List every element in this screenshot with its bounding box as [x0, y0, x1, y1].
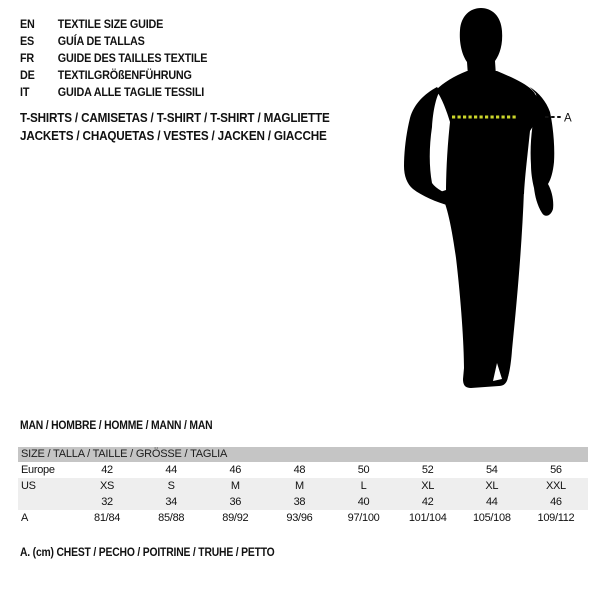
- size-cell: 93/96: [286, 512, 313, 524]
- table-row-europe: [18, 462, 588, 478]
- size-cell: 46: [229, 464, 242, 476]
- size-cell: XL: [485, 480, 499, 492]
- language-code: EN: [20, 17, 35, 31]
- language-code: DE: [20, 68, 35, 82]
- language-text: TEXTILGRÖßENFÜHRUNG: [57, 68, 192, 82]
- size-cell: 81/84: [94, 512, 121, 524]
- size-cell: 36: [229, 496, 242, 508]
- size-cell: 52: [421, 464, 434, 476]
- size-cell: S: [167, 480, 175, 492]
- size-cell: 89/92: [222, 512, 249, 524]
- language-text: GUIDE DES TAILLES TEXTILE: [57, 51, 208, 65]
- man-silhouette: [404, 8, 554, 388]
- language-text: TEXTILE SIZE GUIDE: [57, 17, 164, 31]
- size-cell: XL: [421, 480, 435, 492]
- row-label: A: [21, 512, 29, 524]
- table-row-numeric: [18, 494, 588, 510]
- row-label: US: [21, 480, 36, 492]
- language-code: IT: [20, 85, 30, 99]
- size-cell: M: [230, 480, 240, 492]
- size-cell: 32: [101, 496, 113, 508]
- size-cell: 48: [293, 464, 306, 476]
- row-label: Europe: [21, 464, 55, 476]
- size-cell: 85/88: [158, 512, 185, 524]
- size-cell: 46: [550, 496, 562, 508]
- language-code: FR: [20, 51, 35, 65]
- size-cell: 97/100: [347, 512, 380, 524]
- section-title-man: MAN / HOMBRE / HOMME / MANN / MAN: [20, 420, 213, 432]
- measure-footnote: A. (cm) CHEST / PECHO / POITRINE / TRUHE / PETTO: [20, 547, 275, 559]
- size-cell: 56: [550, 464, 562, 476]
- size-cell: 44: [485, 496, 498, 508]
- language-text: GUIDA ALLE TAGLIE TESSILI: [57, 85, 205, 99]
- size-cell: XXL: [545, 480, 566, 492]
- size-cell: XS: [100, 480, 115, 492]
- language-text: GUÍA DE TALLAS: [57, 34, 145, 48]
- size-cell: 109/112: [537, 512, 575, 524]
- size-cell: M: [295, 480, 304, 492]
- size-table: [18, 447, 588, 526]
- size-cell: 38: [293, 496, 306, 508]
- size-cell: 105/108: [472, 512, 511, 524]
- size-cell: 54: [485, 464, 498, 476]
- row-label: [18, 494, 75, 510]
- size-cell: 34: [165, 496, 177, 508]
- silhouette-head: [460, 8, 502, 76]
- language-code: ES: [20, 34, 35, 48]
- size-cell: 42: [421, 496, 434, 508]
- size-cell: 42: [101, 464, 113, 476]
- table-row-chest: [18, 510, 588, 526]
- size-cell: 40: [357, 496, 370, 508]
- category-jackets: JACKETS / CHAQUETAS / VESTES / JACKEN / GIACCHE: [20, 127, 327, 143]
- size-cell: 44: [165, 464, 177, 476]
- silhouette-legs: [440, 190, 524, 388]
- size-cell: L: [360, 480, 367, 492]
- size-table-header: SIZE / TALLA / TAILLE / GRÖSSE / TAGLIA: [18, 447, 588, 462]
- size-cell: 101/104: [408, 512, 447, 524]
- silhouette-torso: [436, 71, 540, 194]
- table-row-us: [18, 478, 588, 494]
- size-cell: 50: [357, 464, 370, 476]
- category-tshirts: T-SHIRTS / CAMISETAS / T-SHIRT / T-SHIRT / MAGLIETTE: [20, 110, 330, 125]
- measure-a-label: A: [564, 112, 572, 125]
